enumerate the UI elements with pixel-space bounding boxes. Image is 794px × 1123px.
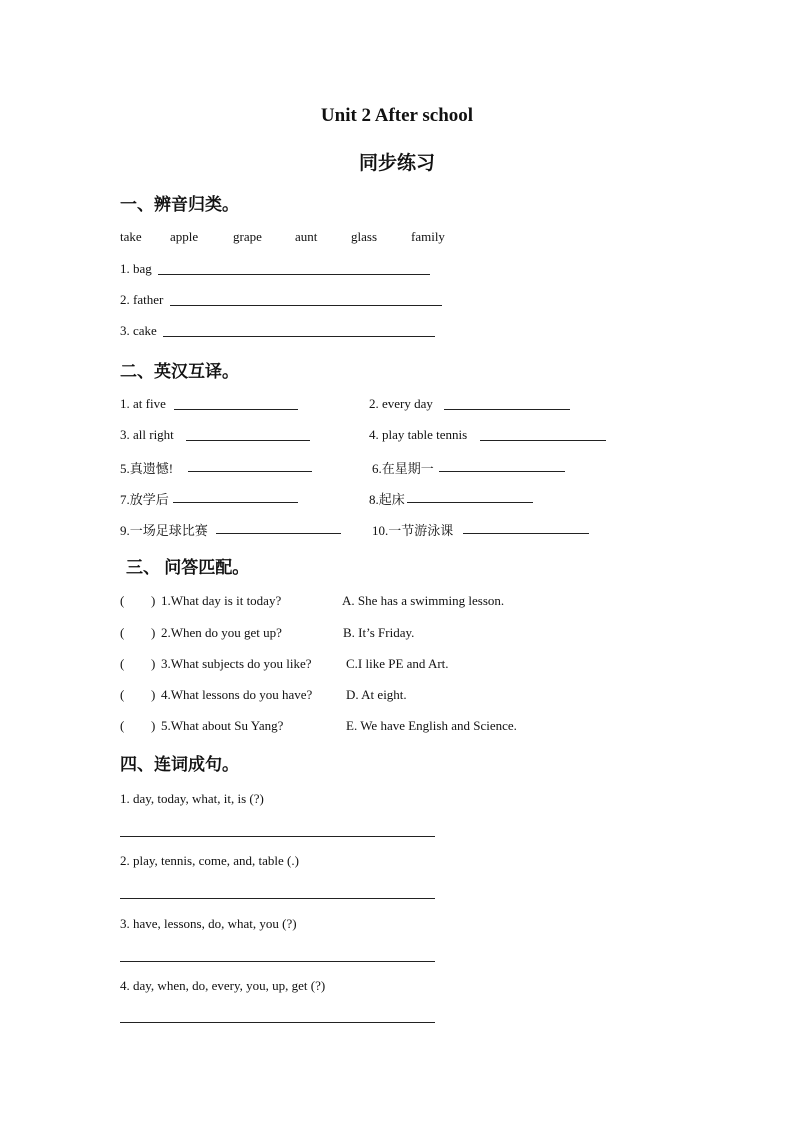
word-option: glass: [351, 229, 377, 244]
answer-blank[interactable]: [188, 471, 312, 472]
answer-blank[interactable]: [170, 305, 442, 306]
match-question: 3.What subjects do you like?: [161, 656, 312, 671]
match-question: 4.What lessons do you have?: [161, 687, 313, 702]
sentence-prompt: 3. have, lessons, do, what, you (?): [120, 916, 297, 931]
paren-open: (: [120, 687, 125, 702]
paren-open: (: [120, 625, 125, 640]
translate-item: 9.一场足球比赛: [120, 523, 208, 538]
section-4-heading: 四、连词成句。: [120, 755, 239, 774]
page-subtitle: 同步练习: [358, 153, 435, 174]
translate-item: 6.在星期一: [372, 461, 434, 476]
sentence-prompt: 4. day, when, do, every, you, up, get (?): [120, 978, 326, 993]
answer-blank[interactable]: [120, 961, 435, 962]
paren-close: ): [151, 687, 156, 702]
word-option: take: [120, 229, 142, 244]
page-title: Unit 2 After school: [320, 105, 474, 126]
section-3-heading: 三、 问答匹配。: [126, 558, 250, 577]
sort-item-label: 1. bag: [120, 261, 152, 276]
match-answer: A. She has a swimming lesson.: [342, 593, 505, 608]
word-option: aunt: [295, 229, 318, 244]
word-option: apple: [170, 229, 199, 244]
match-answer: E. We have English and Science.: [346, 718, 517, 733]
word-option: grape: [233, 229, 262, 244]
answer-blank[interactable]: [174, 409, 298, 410]
match-answer: C.I like PE and Art.: [346, 656, 449, 671]
sort-item-label: 3. cake: [120, 323, 157, 338]
sentence-prompt: 1. day, today, what, it, is (?): [120, 791, 264, 806]
answer-blank[interactable]: [216, 533, 341, 534]
translate-item: 4. play table tennis: [369, 427, 468, 442]
translate-item: 7.放学后: [120, 492, 169, 507]
sentence-prompt: 2. play, tennis, come, and, table (.): [120, 853, 299, 868]
match-question: 1.What day is it today?: [161, 593, 282, 608]
paren-open: (: [120, 593, 125, 608]
answer-blank[interactable]: [407, 502, 533, 503]
translate-item: 5.真遗憾!: [120, 461, 174, 476]
answer-blank[interactable]: [439, 471, 565, 472]
answer-blank[interactable]: [186, 440, 310, 441]
match-question: 2.When do you get up?: [161, 625, 282, 640]
match-answer: D. At eight.: [346, 687, 407, 702]
answer-blank[interactable]: [480, 440, 606, 441]
paren-open: (: [120, 718, 125, 733]
translate-item: 3. all right: [120, 427, 174, 442]
word-option: family: [411, 229, 445, 244]
answer-blank[interactable]: [120, 898, 435, 899]
section-2-heading: 二、英汉互译。: [120, 362, 239, 381]
paren-close: ): [151, 625, 156, 640]
paren-close: ): [151, 718, 156, 733]
match-answer: B. It’s Friday.: [343, 625, 415, 640]
sort-item-label: 2. father: [120, 292, 164, 307]
translate-item: 8.起床: [369, 492, 405, 507]
answer-blank[interactable]: [173, 502, 298, 503]
answer-blank[interactable]: [158, 274, 430, 275]
translate-item: 10.一节游泳课: [372, 523, 454, 538]
section-1-heading: 一、辨音归类。: [120, 195, 239, 214]
paren-close: ): [151, 593, 156, 608]
paren-open: (: [120, 656, 125, 671]
answer-blank[interactable]: [463, 533, 589, 534]
answer-blank[interactable]: [120, 836, 435, 837]
match-question: 5.What about Su Yang?: [161, 718, 284, 733]
answer-blank[interactable]: [163, 336, 435, 337]
paren-close: ): [151, 656, 156, 671]
answer-blank[interactable]: [444, 409, 570, 410]
translate-item: 2. every day: [369, 396, 433, 411]
translate-item: 1. at five: [120, 396, 166, 411]
answer-blank[interactable]: [120, 1022, 435, 1023]
